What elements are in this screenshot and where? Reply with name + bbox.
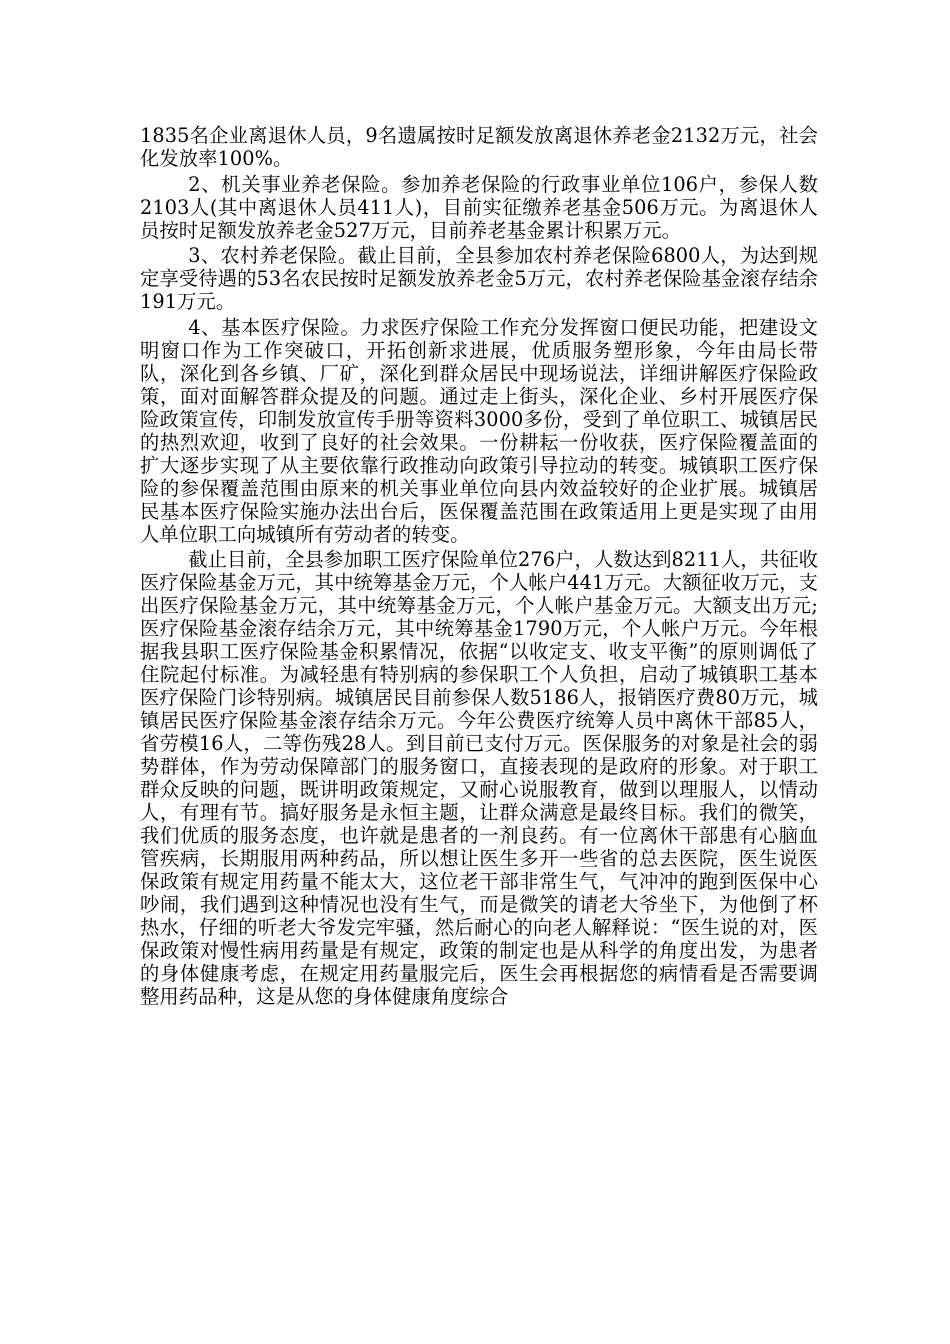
paragraph-5: 截止目前，全县参加职工医疗保险单位276户，人数达到8211人，共征收医疗保险基金万元，其中统筹基金万元，个人帐户441万元。大额征收万元，支出医疗保险基金万元，其中统筹基金万元，个人帐户基金万元。大额支出万元;医疗保险基金滚存结余万元，其中统筹基金1790万元，个人帐户万元。今年根据我县职工医疗保险基金积累情况，依据“以收定支、收支平衡”的原则调低了住院起付标准。为减轻患有特别病的参保职工个人负担，启动了城镇职工基本医疗保险门诊特别病。城镇居民目前参保人数5186人，报销医疗费80万元，城镇居民医疗保险基金滚存结余万元。今年公费医疗统筹人员中离休干部85人，省劳模16人，二等伤残28人。到目前已支付万元。医保服务的对象是社会的弱势群体，作为劳动保障部门的服务窗口，直接表现的是政府的形象。对于职工群众反映的问题，既讲明政策规定，又耐心说服教育，做到以理服人，以情动人，有理有节。搞好服务是永恒主题，让群众满意是最终目标。我们的微笑，我们优质的服务态度，也许就是患者的一剂良药。有一位离休干部患有心脑血管疾病，长期服用两种药品，所以想让医生多开一些省的总去医院，医生说医保政策有规定用药量不能太大，这位老干部非常生气，气冲冲的跑到医保中心吵闹，我们遇到这种情况也没有生气，而是微笑的请老大爷坐下，为他倒了杯热水，仔细的听老大爷发完牢骚，然后耐心的向老人解释说：“医生说的对，医保政策对慢性病用药量是有规定，政策的制定也是从科学的角度出发，为患者的身体健康考虑，在规定用药量服完后，医生会再根据您的病情看是否需要调整用药品种，这是从您的身体健康角度综合	[140, 548, 818, 1008]
document-body	[140, 124, 818, 1011]
paragraph-4: 4、基本医疗保险。力求医疗保险工作充分发挥窗口便民功能，把建设文明窗口作为工作突破口，开拓创新求进展，优质服务塑形象，今年由局长带队，深化到各乡镇、厂矿，深化到群众居民中现场说法，详细讲解医疗保险政策，面对面解答群众提及的问题。通过走上街头，深化企业、乡村开展医疗保险政策宣传，印制发放宣传手册等资料3000多份，受到了单位职工、城镇居民的热烈欢迎，收到了良好的社会效果。一份耕耘一份收获，医疗保险覆盖面的扩大逐步实现了从主要依靠行政推动向政策引导拉动的转变。城镇职工医疗保险的参保覆盖范围由原来的机关事业单位向县内效益较好的企业扩展。城镇居民基本医疗保险实施办法出台后，医保覆盖范围在政策适用上更是实现了由用人单位职工向城镇所有劳动者的转变。	[140, 315, 818, 546]
paragraph-2: 2、机关事业养老保险。参加养老保险的行政事业单位106户，参保人数2103人(其中离退休人员411人)，目前实征缴养老基金506万元。为离退休人员按时足额发放养老金527万元，目前养老基金累计积累万元。	[140, 172, 818, 242]
paragraph-3: 3、农村养老保险。截止目前，全县参加农村养老保险6800人，为达到规定享受待遇的53名农民按时足额发放养老金5万元，农村养老保险基金滚存结余191万元。	[140, 244, 818, 313]
paragraph-1: 1835名企业离退休人员，9名遗属按时足额发放离退休养老金2132万元，社会化发放率100%。	[140, 124, 818, 170]
